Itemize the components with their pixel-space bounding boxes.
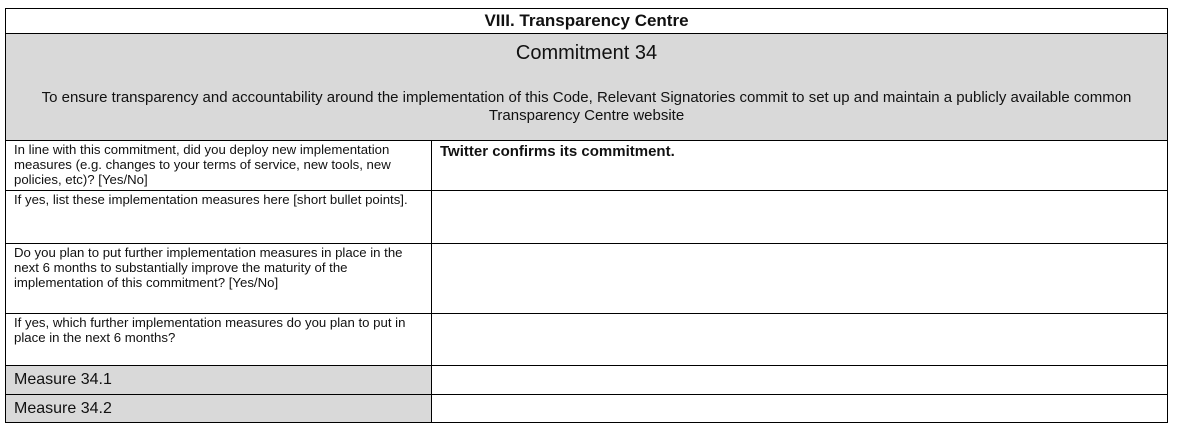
table-row xyxy=(5,191,1168,244)
measure-label: Measure 34.2 xyxy=(6,395,432,422)
commitment-header xyxy=(5,34,1168,141)
answer-cell xyxy=(432,244,1167,313)
answer-cell xyxy=(432,314,1167,365)
answer-cell xyxy=(432,191,1167,243)
section-title: VIII. Transparency Centre xyxy=(5,8,1168,34)
measure-label: Measure 34.1 xyxy=(6,366,432,394)
transparency-centre-table xyxy=(5,8,1168,423)
table-row xyxy=(5,141,1168,191)
answer-cell: Twitter confirms its commitment. xyxy=(440,143,675,160)
table-row xyxy=(5,314,1168,366)
question-cell: In line with this commitment, did you deploy new implementation measures (e.g. changes to your terms of service, new tools, new policies, etc)? [Yes/No] xyxy=(6,141,432,190)
measure-row xyxy=(5,395,1168,423)
question-cell: If yes, which further implementation measures do you plan to put in place in the next 6 months? xyxy=(6,314,432,365)
commitment-title: Commitment 34 xyxy=(515,42,658,64)
measure-value xyxy=(432,366,1167,394)
commitment-description: To ensure transparency and accountability around the implementation of this Code, Relevant Signatories commit to set up and maintain a publicly available common Transparency Centre website xyxy=(41,89,1132,124)
question-cell: If yes, list these implementation measures here [short bullet points]. xyxy=(6,191,432,243)
measure-row xyxy=(5,366,1168,395)
table-row xyxy=(5,244,1168,314)
question-cell: Do you plan to put further implementation measures in place in the next 6 months to substantially improve the maturity of the implementation of this commitment? [Yes/No] xyxy=(6,244,432,313)
measure-value xyxy=(432,395,1167,422)
